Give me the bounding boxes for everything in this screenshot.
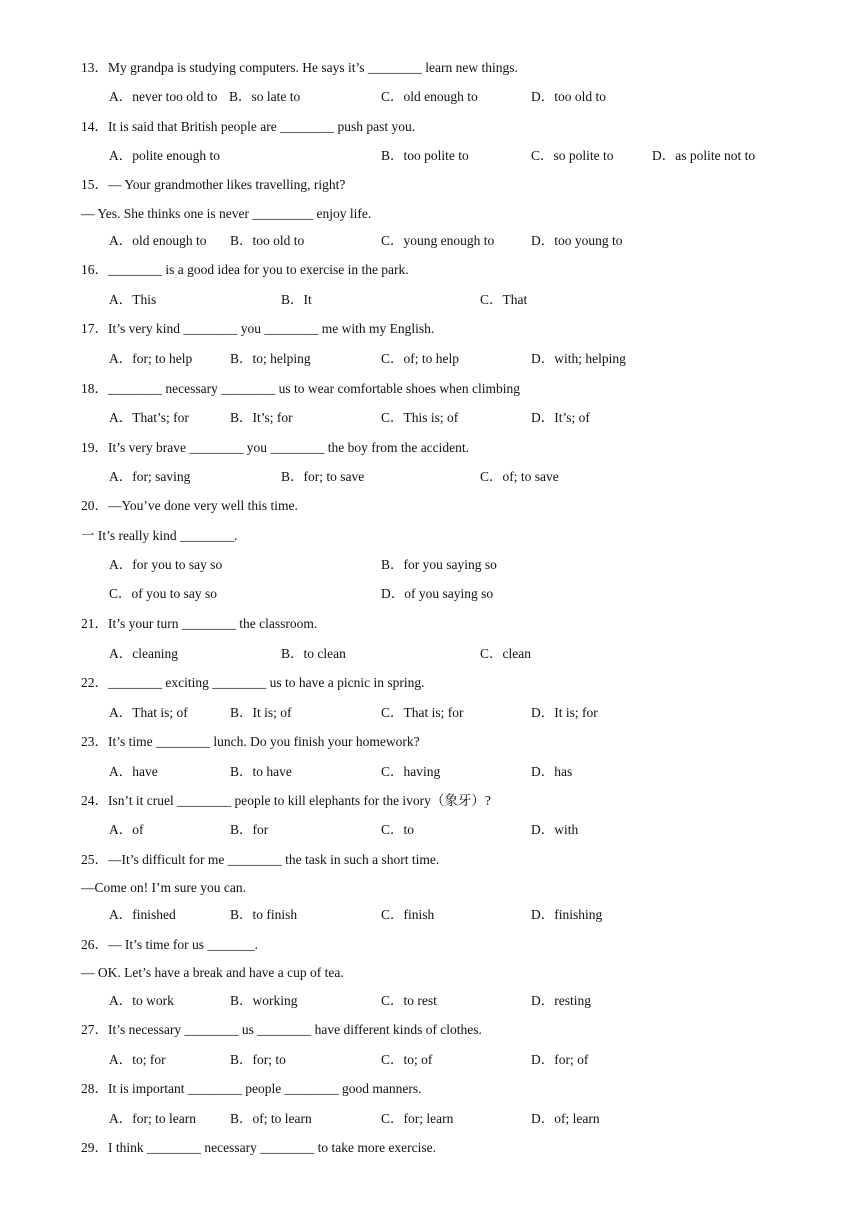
question-28-stem xyxy=(0,1079,860,1099)
question-text: 24．Isn’t it cruel ________ people to kill elephants for the ivory（象牙）? xyxy=(81,793,491,808)
question-20-option-b[interactable]: B．for you saying so xyxy=(381,557,497,572)
question-25-stem xyxy=(0,850,860,870)
question-27-option-d[interactable]: D．for; of xyxy=(531,1052,589,1067)
question-18-option-b[interactable]: B．It’s; for xyxy=(230,410,293,425)
question-24-option-c[interactable]: C．to xyxy=(381,822,415,837)
question-17-option-d[interactable]: D．with; helping xyxy=(531,351,626,366)
question-13-option-c[interactable]: C．old enough to xyxy=(381,89,478,104)
question-23-stem xyxy=(0,732,860,752)
question-21-option-c[interactable]: C．clean xyxy=(480,646,531,661)
question-25-option-c[interactable]: C．finish xyxy=(381,907,435,922)
question-19-option-b[interactable]: B．for; to save xyxy=(281,469,365,484)
question-text: 28．It is important ________ people ________ good manners. xyxy=(81,1081,422,1096)
question-25-option-d[interactable]: D．finishing xyxy=(531,907,603,922)
question-18-option-d[interactable]: D．It’s; of xyxy=(531,410,590,425)
question-25-option-a[interactable]: A．finished xyxy=(109,907,176,922)
question-28-option-a[interactable]: A．for; to learn xyxy=(109,1111,196,1126)
question-14-option-c[interactable]: C．so polite to xyxy=(531,148,614,163)
question-26-option-c[interactable]: C．to rest xyxy=(381,993,437,1008)
question-18-stem xyxy=(0,379,860,399)
question-14-option-a[interactable]: A．polite enough to xyxy=(109,148,220,163)
question-text: 15．— Your grandmother likes travelling, right? xyxy=(81,177,346,192)
question-23-option-b[interactable]: B．to have xyxy=(230,764,292,779)
question-text: 18．________ necessary ________ us to wear comfortable shoes when climbing xyxy=(81,381,521,396)
question-17-stem xyxy=(0,319,860,339)
question-13-stem xyxy=(0,58,860,78)
question-text: 29．I think ________ necessary ________ to take more exercise. xyxy=(81,1140,437,1155)
question-20-option-d[interactable]: D．of you saying so xyxy=(381,586,494,601)
question-15-dialog-line: — Yes. She thinks one is never _________ enjoy life. xyxy=(81,206,372,221)
question-text: 16．________ is a good idea for you to exercise in the park. xyxy=(81,262,409,277)
question-16-stem xyxy=(0,260,860,280)
question-25-dialog-line: —Come on! I’m sure you can. xyxy=(81,880,246,895)
question-15-option-a[interactable]: A．old enough to xyxy=(109,233,207,248)
question-16-option-b[interactable]: B．It xyxy=(281,292,312,307)
question-17-option-a[interactable]: A．for; to help xyxy=(109,351,193,366)
question-23-option-a[interactable]: A．have xyxy=(109,764,158,779)
question-23-option-c[interactable]: C．having xyxy=(381,764,441,779)
question-21-option-a[interactable]: A．cleaning xyxy=(109,646,178,661)
question-19-stem xyxy=(0,438,860,458)
question-text: 19．It’s very brave ________ you ________ the boy from the accident. xyxy=(81,440,470,455)
question-15-stem xyxy=(0,175,860,195)
question-26-stem xyxy=(0,935,860,955)
question-28-option-d[interactable]: D．of; learn xyxy=(531,1111,600,1126)
question-19-option-c[interactable]: C．of; to save xyxy=(480,469,559,484)
question-22-stem xyxy=(0,673,860,693)
question-24-option-b[interactable]: B．for xyxy=(230,822,269,837)
question-27-stem xyxy=(0,1020,860,1040)
question-14-option-d[interactable]: D．as polite not to xyxy=(652,148,756,163)
question-16-option-c[interactable]: C．That xyxy=(480,292,528,307)
question-text: 21．It’s your turn ________ the classroom. xyxy=(81,616,318,631)
question-24-option-a[interactable]: A．of xyxy=(109,822,144,837)
question-text: 25．—It’s difficult for me ________ the task in such a short time. xyxy=(81,852,440,867)
question-27-option-a[interactable]: A．to; for xyxy=(109,1052,166,1067)
question-20-dialog-line: 一 It’s really kind ________. xyxy=(81,528,238,543)
question-22-option-a[interactable]: A．That is; of xyxy=(109,705,188,720)
question-29-stem xyxy=(0,1138,860,1158)
question-26-option-a[interactable]: A．to work xyxy=(109,993,174,1008)
question-22-option-d[interactable]: D．It is; for xyxy=(531,705,598,720)
question-26-dialog-line: — OK. Let’s have a break and have a cup of tea. xyxy=(81,965,344,980)
question-24-option-d[interactable]: D．with xyxy=(531,822,579,837)
question-17-option-b[interactable]: B．to; helping xyxy=(230,351,311,366)
question-13-option-b[interactable]: B．so late to xyxy=(229,89,301,104)
question-20-stem xyxy=(0,496,860,516)
question-16-option-a[interactable]: A．This xyxy=(109,292,157,307)
question-27-option-b[interactable]: B．for; to xyxy=(230,1052,286,1067)
question-text: 20．—You’ve done very well this time. xyxy=(81,498,298,513)
question-19-option-a[interactable]: A．for; saving xyxy=(109,469,191,484)
question-text: 17．It’s very kind ________ you ________ me with my English. xyxy=(81,321,435,336)
question-23-option-d[interactable]: D．has xyxy=(531,764,573,779)
question-22-option-c[interactable]: C．That is; for xyxy=(381,705,464,720)
question-14-option-b[interactable]: B．too polite to xyxy=(381,148,469,163)
question-13-option-d[interactable]: D．too old to xyxy=(531,89,607,104)
question-15-option-c[interactable]: C．young enough to xyxy=(381,233,495,248)
question-15-option-d[interactable]: D．too young to xyxy=(531,233,623,248)
question-21-stem xyxy=(0,614,860,634)
question-14-stem xyxy=(0,117,860,137)
question-text: 26．— It’s time for us _______. xyxy=(81,937,258,952)
question-18-option-c[interactable]: C．This is; of xyxy=(381,410,459,425)
question-26-option-b[interactable]: B．working xyxy=(230,993,298,1008)
question-24-stem xyxy=(0,791,860,811)
question-20-option-c[interactable]: C．of you to say so xyxy=(109,586,217,601)
question-15-option-b[interactable]: B．too old to xyxy=(230,233,305,248)
question-text: 13．My grandpa is studying computers. He says it’s ________ learn new things. xyxy=(81,60,518,75)
question-28-option-c[interactable]: C．for; learn xyxy=(381,1111,454,1126)
question-28-option-b[interactable]: B．of; to learn xyxy=(230,1111,312,1126)
question-26-option-d[interactable]: D．resting xyxy=(531,993,591,1008)
question-22-option-b[interactable]: B．It is; of xyxy=(230,705,292,720)
question-13-option-a[interactable]: A．never too old to xyxy=(109,89,218,104)
question-21-option-b[interactable]: B．to clean xyxy=(281,646,346,661)
question-20-option-a[interactable]: A．for you to say so xyxy=(109,557,223,572)
question-17-option-c[interactable]: C．of; to help xyxy=(381,351,459,366)
question-25-option-b[interactable]: B．to finish xyxy=(230,907,298,922)
question-text: 23．It’s time ________ lunch. Do you finish your homework? xyxy=(81,734,420,749)
question-text: 27．It’s necessary ________ us ________ have different kinds of clothes. xyxy=(81,1022,482,1037)
question-27-option-c[interactable]: C．to; of xyxy=(381,1052,433,1067)
question-18-option-a[interactable]: A．That’s; for xyxy=(109,410,189,425)
question-text: 22．________ exciting ________ us to have a picnic in spring. xyxy=(81,675,425,690)
question-text: 14．It is said that British people are ________ push past you. xyxy=(81,119,416,134)
